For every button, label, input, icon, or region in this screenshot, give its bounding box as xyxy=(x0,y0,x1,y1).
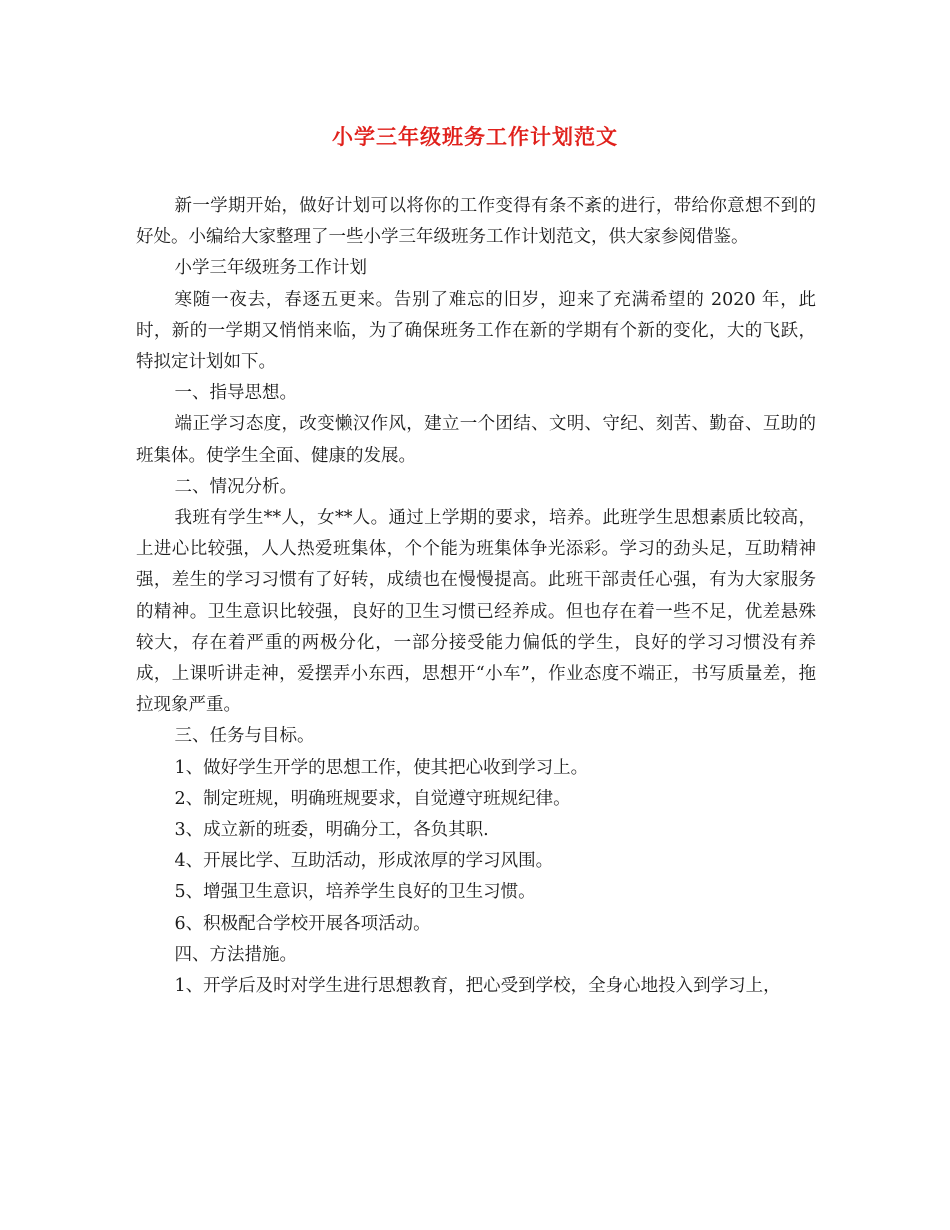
paragraph-guiding-thought: 端正学习态度，改变懒汉作风，建立一个团结、文明、守纪、刻苦、勤奋、互助的班集体。使学生全面、健康的发展。 xyxy=(136,414,816,466)
paragraph-situation-analysis: 我班有学生**人，女**人。通过上学期的要求，培养。此班学生思想素质比较高，上进心比较强，人人热爱班集体，个个能为班集体争光添彩。学习的劲头足，互助精神强，差生的学习习惯有了好转，成绩也在慢慢提高。此班干部责任心强，有为大家服务的精神。卫生意识比较强，良好的卫生习惯已经养成。但也存在着一些不足，优差悬殊较大，存在着严重的两极分化，一部分接受能力偏低的学生，良好的学习习惯没有养成，上课听讲走神，爱摆弄小东西，思想开“小车”，作业态度不端正，书写质量差，拖拉现象严重。 xyxy=(136,508,816,716)
section-heading-tasks-goals: 三、任务与目标。 xyxy=(174,726,315,747)
list-item-task-1: 1、做好学生开学的思想工作，使其把心收到学习上。 xyxy=(174,757,589,778)
document-body xyxy=(136,191,816,1002)
section-heading-methods: 四、方法措施。 xyxy=(174,944,297,965)
paragraph-intro: 新一学期开始，做好计划可以将你的工作变得有条不紊的进行，带给你意想不到的好处。小编给大家整理了一些小学三年级班务工作计划范文，供大家参阅借鉴。 xyxy=(136,196,816,248)
list-item-task-5: 5、增强卫生意识，培养学生良好的卫生习惯。 xyxy=(174,882,536,903)
list-item-task-6: 6、积极配合学校开展各项活动。 xyxy=(174,913,431,934)
document-title: 小学三年级班务工作计划范文 xyxy=(332,124,618,149)
section-heading-guiding-thought: 一、指导思想。 xyxy=(174,383,297,404)
section-heading-situation-analysis: 二、情况分析。 xyxy=(174,476,297,497)
list-item-task-2: 2、制定班规，明确班规要求，自觉遵守班规纪律。 xyxy=(174,788,571,809)
list-item-task-4: 4、开展比学、互助活动，形成浓厚的学习风围。 xyxy=(174,851,554,872)
list-item-method-1: 1、开学后及时对学生进行思想教育，把心受到学校，全身心地投入到学习上， xyxy=(174,976,781,997)
paragraph-subtitle: 小学三年级班务工作计划 xyxy=(174,258,367,279)
list-item-task-3: 3、成立新的班委，明确分工，各负其职. xyxy=(174,820,489,841)
paragraph-opening: 寒随一夜去，春逐五更来。告别了难忘的旧岁，迎来了充满希望的 2020 年，此时，新的一学期又悄悄来临，为了确保班务工作在新的学期有个新的变化，大的飞跃，特拟定计划如下。 xyxy=(136,289,816,373)
